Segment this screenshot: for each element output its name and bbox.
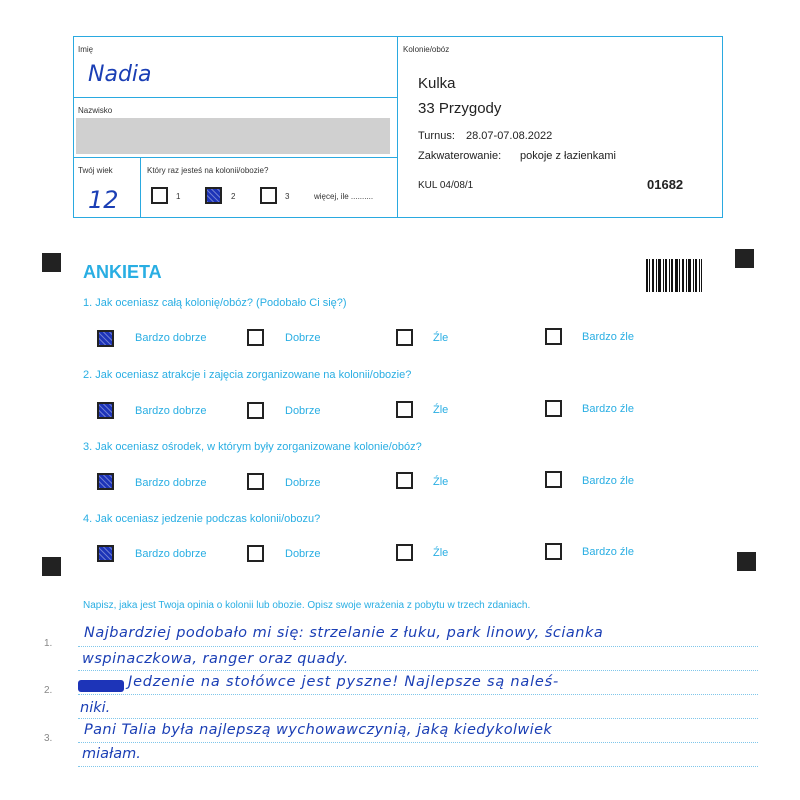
registration-marker	[735, 249, 754, 268]
writing-line	[78, 766, 758, 767]
survey-title: ANKIETA	[83, 262, 162, 282]
line-number-2: 2.	[44, 685, 53, 696]
line-number-3: 3.	[44, 733, 53, 744]
q3-bardzo-dobrze-label: Bardzo dobrze	[135, 477, 207, 489]
handwritten-line-1[interactable]: Najbardziej podobało mi się: strzelanie z łuku, park linowy, ścianka	[84, 625, 604, 641]
divider	[397, 36, 398, 217]
q1-zle-checkbox[interactable]	[396, 329, 413, 346]
nazwisko-label: Nazwisko	[78, 106, 113, 115]
q2-bardzo-zle-checkbox[interactable]	[545, 400, 562, 417]
writing-line	[78, 646, 758, 647]
question-1: 1. Jak oceniasz całą kolonię/obóz? (Podobało Ci się?)	[83, 297, 347, 309]
q4-bardzo-zle-label: Bardzo źle	[582, 546, 634, 558]
option-1-checkbox[interactable]	[151, 187, 168, 204]
form-number: 01682	[647, 177, 684, 192]
handwritten-line-3[interactable]: Jedzenie na stołówce jest pyszne! Najlepsze są naleś-	[128, 674, 560, 690]
opinion-prompt: Napisz, jaka jest Twoja opinia o kolonii lub obozie. Opisz swoje wrażenia z pobytu w trzech zdaniach.	[83, 600, 531, 611]
zakw-value: pokoje z łazienkami	[520, 150, 616, 162]
q1-bardzo-dobrze-checkbox[interactable]	[97, 330, 114, 347]
q2-dobrze-checkbox[interactable]	[247, 402, 264, 419]
q4-zle-label: Źle	[433, 547, 449, 559]
wiecej-label: więcej, ile ..........	[314, 192, 374, 201]
barcode	[646, 259, 702, 292]
handwritten-line-4[interactable]: niki.	[80, 700, 111, 716]
handwritten-line-5[interactable]: Pani Talia była najlepszą wychowawczynią, jaką kiedykolwiek	[84, 722, 553, 738]
option-2-checkbox[interactable]	[205, 187, 222, 204]
question-4: 4. Jak oceniasz jedzenie podczas kolonii/obozu?	[83, 513, 321, 525]
writing-line	[78, 718, 758, 719]
q3-dobrze-checkbox[interactable]	[247, 473, 264, 490]
divider	[73, 157, 398, 158]
q3-bardzo-zle-label: Bardzo źle	[582, 475, 634, 487]
q2-bardzo-dobrze-label: Bardzo dobrze	[135, 405, 207, 417]
scribble-mark	[78, 680, 124, 692]
q4-dobrze-checkbox[interactable]	[247, 545, 264, 562]
imie-value[interactable]: Nadia	[88, 62, 152, 87]
q3-bardzo-dobrze-checkbox[interactable]	[97, 473, 114, 490]
q3-zle-checkbox[interactable]	[396, 472, 413, 489]
question-2: 2. Jak oceniasz atrakcje i zajęcia zorganizowane na kolonii/obozie?	[83, 369, 412, 381]
q2-zle-checkbox[interactable]	[396, 401, 413, 418]
nazwisko-redaction	[76, 118, 390, 154]
wiek-value[interactable]: 12	[88, 186, 119, 214]
handwritten-line-2[interactable]: wspinaczkowa, ranger oraz quady.	[82, 651, 349, 667]
registration-marker	[42, 253, 61, 272]
writing-line	[78, 670, 758, 671]
turnus-label: Turnus:	[418, 130, 455, 142]
line-number-1: 1.	[44, 638, 53, 649]
camp-code: KUL 04/08/1	[418, 180, 474, 191]
q1-bardzo-zle-checkbox[interactable]	[545, 328, 562, 345]
zakw-label: Zakwaterowanie:	[418, 150, 502, 162]
question-3: 3. Jak oceniasz ośrodek, w którym były zorganizowane kolonie/obóz?	[83, 441, 422, 453]
writing-line	[78, 694, 758, 695]
q1-bardzo-zle-label: Bardzo źle	[582, 331, 634, 343]
q2-zle-label: Źle	[433, 404, 449, 416]
q4-zle-checkbox[interactable]	[396, 544, 413, 561]
kolonia-name: Kulka	[418, 75, 456, 92]
q1-bardzo-dobrze-label: Bardzo dobrze	[135, 332, 207, 344]
q4-bardzo-dobrze-label: Bardzo dobrze	[135, 548, 207, 560]
q1-zle-label: Źle	[433, 332, 449, 344]
q1-dobrze-label: Dobrze	[285, 332, 321, 344]
q2-bardzo-dobrze-checkbox[interactable]	[97, 402, 114, 419]
q3-bardzo-zle-checkbox[interactable]	[545, 471, 562, 488]
q3-dobrze-label: Dobrze	[285, 477, 321, 489]
writing-line	[78, 742, 758, 743]
option-3-label: 3	[285, 192, 290, 201]
kolonia-label: Kolonie/obóz	[403, 45, 450, 54]
q4-bardzo-dobrze-checkbox[interactable]	[97, 545, 114, 562]
registration-marker	[42, 557, 61, 576]
q1-dobrze-checkbox[interactable]	[247, 329, 264, 346]
imie-label: Imię	[78, 45, 94, 54]
q4-bardzo-zle-checkbox[interactable]	[545, 543, 562, 560]
q3-zle-label: Źle	[433, 476, 449, 488]
option-1-label: 1	[176, 192, 181, 201]
ktory-raz-label: Który raz jesteś na kolonii/obozie?	[147, 166, 269, 175]
kolonia-program: 33 Przygody	[418, 100, 502, 117]
option-3-checkbox[interactable]	[260, 187, 277, 204]
option-2-label: 2	[231, 192, 236, 201]
q2-bardzo-zle-label: Bardzo źle	[582, 403, 634, 415]
turnus-value: 28.07-07.08.2022	[466, 130, 553, 142]
registration-marker	[737, 552, 756, 571]
q4-dobrze-label: Dobrze	[285, 548, 321, 560]
divider	[140, 157, 141, 217]
handwritten-line-6[interactable]: miałam.	[82, 746, 141, 762]
divider	[73, 97, 398, 98]
wiek-label: Twój wiek	[78, 166, 113, 175]
q2-dobrze-label: Dobrze	[285, 405, 321, 417]
